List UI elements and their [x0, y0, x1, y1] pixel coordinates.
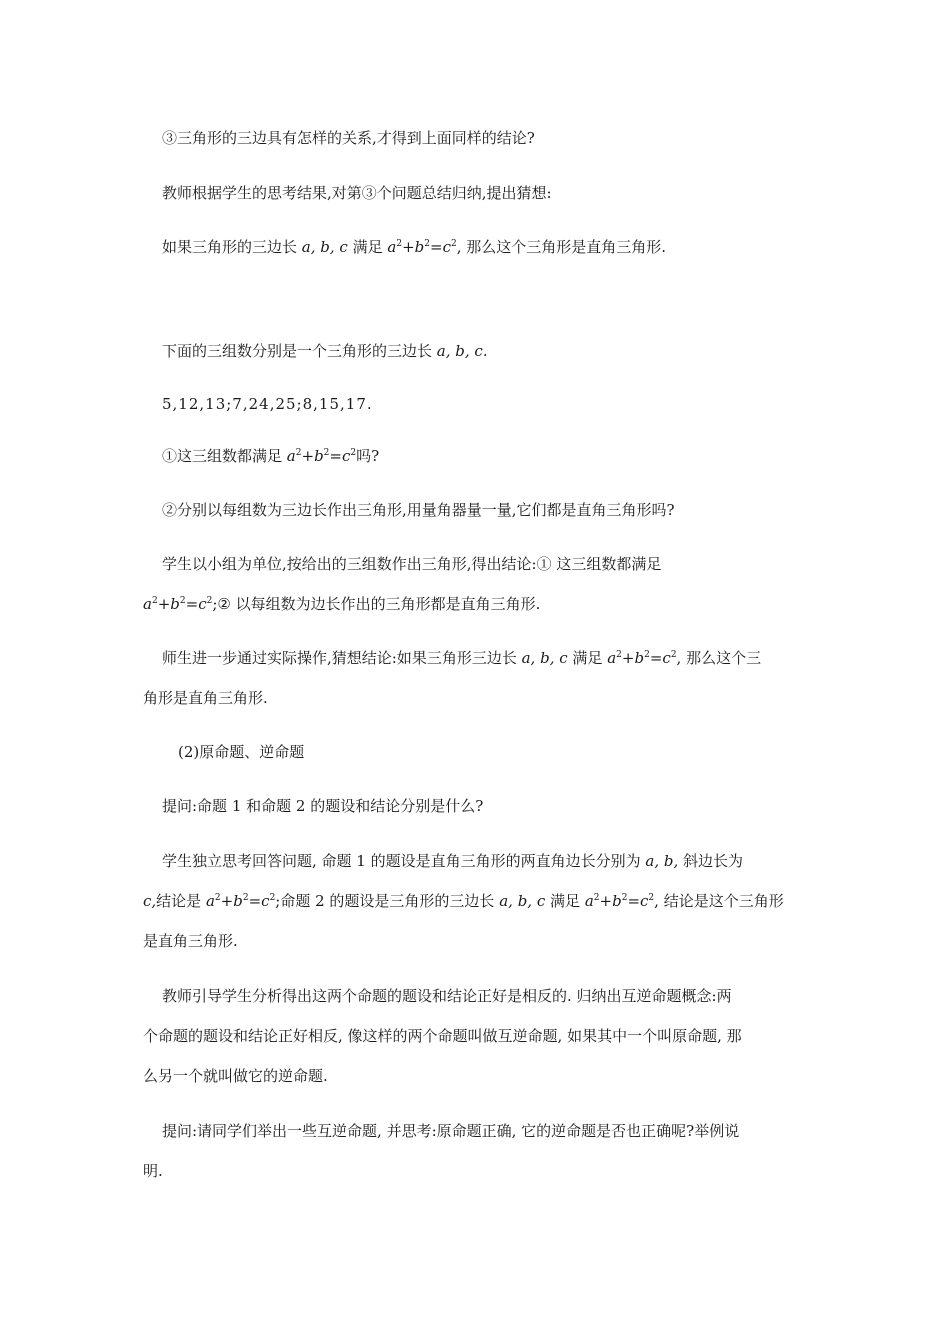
formula: $a^2+b^2=c^2$: [387, 238, 457, 256]
conjecture: 如果三角形的三边长 a, b, c 满足 $a^2+b^2=c^2$, 那么这个三角形是直角三角形.: [162, 238, 667, 256]
teacher-summary: 教师根据学生的思考结果,对第③个问题总结归纳,提出猜想:: [162, 184, 552, 202]
groups-intro: 下面的三组数分别是一个三角形的三边长 a, b, c.: [162, 342, 488, 360]
question-3: ③三角形的三边具有怎样的关系,才得到上面同样的结论?: [162, 129, 535, 147]
question-propositions: 提问:命题 1 和命题 2 的题设和结论分别是什么?: [162, 797, 484, 815]
further-conjecture-line1: 师生进一步通过实际操作,猜想结论:如果三角形三边长 a, b, c 满足 $a^2+b^2=c^2$, 那么这个三: [162, 649, 762, 667]
question-2: ②分别以每组数为三边长作出三角形,用量角器量一量,它们都是直角三角形吗?: [162, 501, 675, 519]
teacher-guide-line2: 个命题的题设和结论正好相反, 像这样的两个命题叫做互逆命题, 如果其中一个叫原命题, 那: [143, 1027, 742, 1045]
teacher-guide-line1: 教师引导学生分析得出这两个命题的题设和结论正好是相反的. 归纳出互逆命题概念:两: [162, 987, 732, 1005]
formula: $a^2+b^2=c^2$: [584, 892, 655, 910]
student-answer-line2: c,结论是 $a^2+b^2=c^2$;命题 2 的题设是三角形的三边长 a, b, c 满足 $a^2+b^2=c^2$, 结论是这个三角形: [143, 892, 784, 910]
formula: $a^2+b^2=c^2$: [286, 447, 357, 465]
formula: $a^2+b^2=c^2$: [607, 649, 677, 667]
number-groups: 5,12,13;7,24,25;8,15,17.: [162, 395, 373, 413]
final-question-line2: 明.: [143, 1162, 163, 1180]
student-answer-line1: 学生独立思考回答问题, 命题 1 的题设是直角三角形的两直角边长分别为 a, b, 斜边长为: [162, 852, 744, 870]
further-conjecture-line2: 角形是直角三角形.: [143, 689, 268, 707]
student-conclusion-line1: 学生以小组为单位,按给出的三组数作出三角形,得出结论:① 这三组数都满足: [162, 555, 662, 573]
final-question-line1: 提问:请同学们举出一些互逆命题, 并思考:原命题正确, 它的逆命题是否也正确呢?举例说: [162, 1122, 740, 1140]
question-1: ①这三组数都满足 $a^2+b^2=c^2$吗?: [162, 447, 380, 465]
section-heading: (2)原命题、逆命题: [178, 743, 305, 761]
student-answer-line3: 是直角三角形.: [143, 932, 238, 950]
formula: $a^2+b^2=c^2$: [143, 595, 213, 613]
teacher-guide-line3: 么另一个就叫做它的逆命题.: [143, 1067, 328, 1085]
student-conclusion-line2: $a^2+b^2=c^2;②$ 以每组数为边长作出的三角形都是直角三角形.: [143, 595, 541, 613]
formula: $a^2+b^2=c^2$: [205, 892, 276, 910]
